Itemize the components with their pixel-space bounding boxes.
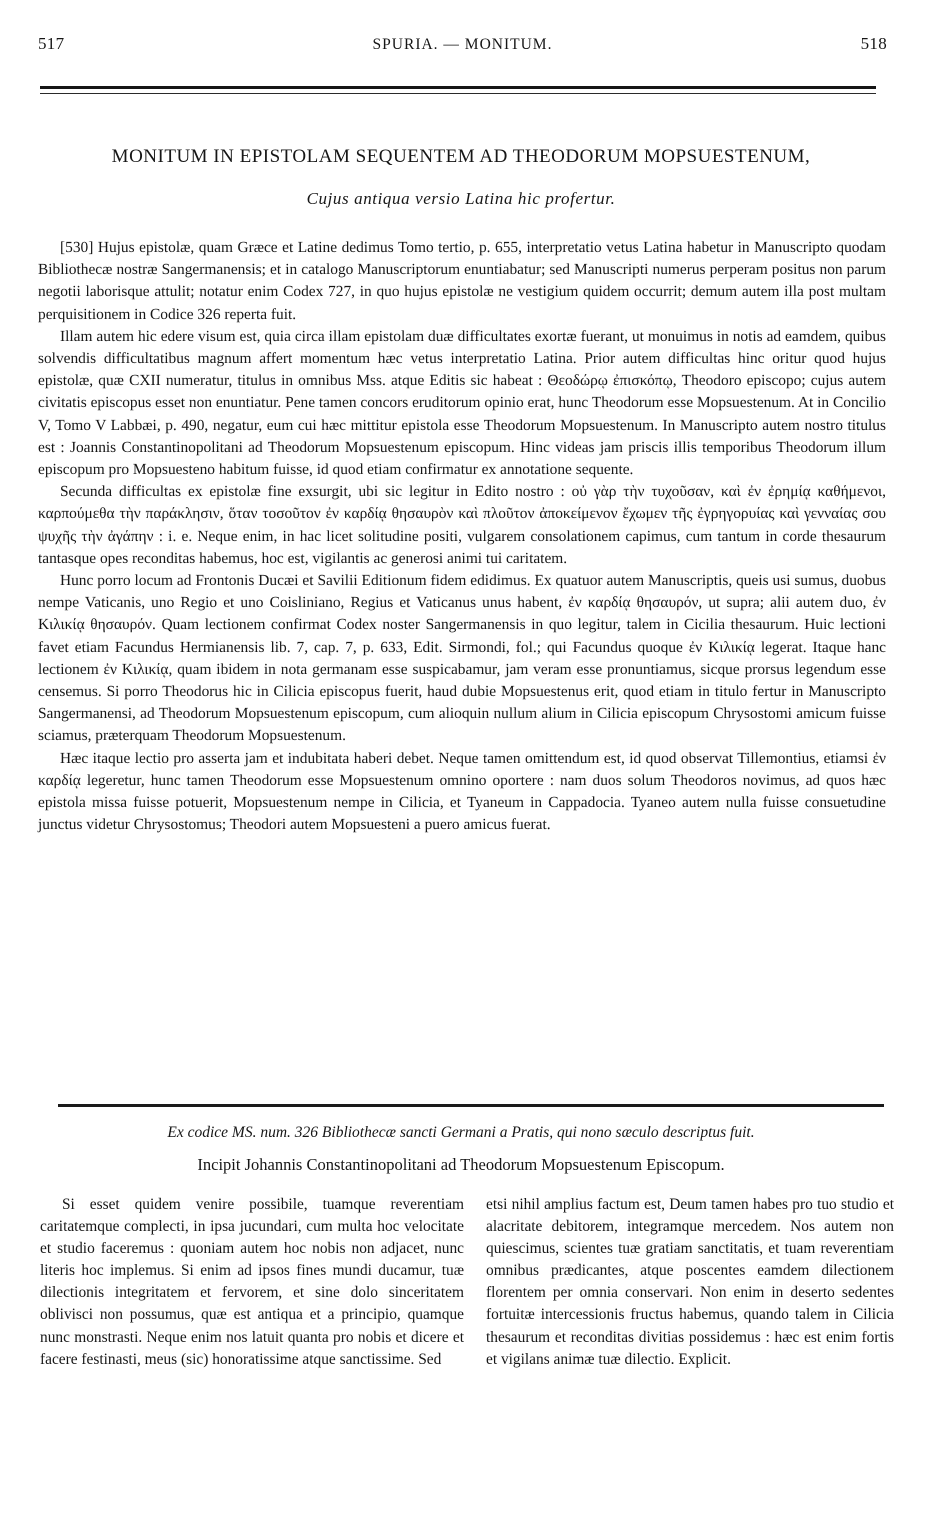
epistola-column-left: [40, 1194, 464, 1371]
monitum-subtitle: Cujus antiqua versio Latina hic profertur.: [306, 189, 616, 208]
incipit-title: Incipit Johannis Constantinopolitani ad Theodorum Mopsuestenum Episcopum.: [197, 1155, 725, 1174]
header-rule-thin: [40, 93, 876, 94]
monitum-paragraph: Hunc porro locum ad Frontonis Ducæi et Savilii Editionum fidem edidimus. Ex quatuor autem Manuscriptis, queis usi sumus, duobus nempe Vaticanis, uno Regio et uno Coisliniano, Regius et Vaticanus unus habent, ἐν καρδίᾳ θησαυρόν, ut supra; alii autem duo, ἐν Κιλικίᾳ θησαυρόν. Quam lectionem confirmat Codex noster Sangermanensis in quo legitur, talem in Cicilia thesaurum. Huic lectioni favet etiam Facundus Hermianensis lib. 7, cap. 7, p. 633, Edit. Sirmondi, fol.; qui Facundus quoque ἐν Κιλικίᾳ legerat. Itaque hanc lectionem ἐν Κιλικίᾳ, quam ibidem in nota germanam esse suspicabamur, jam veram esse pronuntiamus, sicque prorsus legendum esse censemus. Si porro Theodorus hic in Cilicia episcopus fuerit, haud dubie Mopsuestenus erit, quod etiam in titulo fertur in Manuscripto Sangermanensi, ad Theodorum Mopsuestenum episcopum, cum alioquin nullum alium in Cilicia episcopum Chrysostomi amicum fuisse sciamus, præterquam Theodorum Mopsuestenum.: [38, 572, 886, 745]
monitum-paragraph: [530] Hujus epistolæ, quam Græce et Latine dedimus Tomo tertio, p. 655, interpretatio vetus Latina habetur in Manuscripto quodam Bibliothecæ nostræ Sangermanensis; et in catalogo Manuscriptorum enuntiabatur; sed Manuscripti numerus perperam positus non parum negotii laborisque attulit; notatur enim Codex 727, in quo hujus epistolæ ne vestigium quidem occurrit; demum autem illa post multam perquisitionem in Codice 326 reperta fuit.: [38, 239, 886, 323]
page-number-left: 517: [38, 34, 65, 53]
source-note: Ex codice MS. num. 326 Bibliothecæ sancti Germani a Pratis, qui nono sæculo descriptus fuit.: [167, 1124, 755, 1141]
header-rule-thick: [40, 86, 876, 89]
monitum-paragraph: Illam autem hic edere visum est, quia circa illam epistolam duæ difficultates exortæ fuerant, ut monuimus in notis ad eamdem, quibus solvendis difficultatibus magnum affert momentum hæc vetus interpretatio Latina. Prior autem difficultas hinc oritur quod hujus epistolæ, quæ CXII numeratur, titulus in omnibus Mss. atque Editis sic habeat : Θεοδώρῳ ἐπισκόπῳ, Theodoro episcopo; cujus autem civitatis episcopus esset non enuntiatur. Pene tamen concors eruditorum opinio erat, hunc Theodorum esse Mopsuestenum. At in Concilio V, Tomo V Labbæi, p. 490, negatur, eum cui hæc mittitur epistola esse Theodorum Mopsuestenum. In Manuscripto autem nostro titulus est : Joannis Constantinopolitani ad Theodorum Mopsuestenum episcopum. Hinc videas jam priscis illis temporibus Theodorum illum episcopum pro Mopsuesteno habitum fuisse, id quod etiam confirmatur ex annotatione sequente.: [38, 327, 886, 479]
running-head: [38, 34, 887, 58]
running-title: SPURIA. — MONITUM.: [372, 36, 553, 53]
monitum-title: MONITUM IN EPISTOLAM SEQUENTEM AD THEODORUM MOPSUESTENUM,: [111, 146, 811, 167]
epistola-text-left: Si esset quidem venire possibile, tuamque reverentiam caritatemque complecti, in ipsa jucundari, cum multa hoc velocitate et studio faceremus : quoniam autem hoc nobis non adjacet, nunc literis hoc implemus. Si enim ad ipsos fines mundi ducamur, tuæ dilectionis integritatem et fervorem, et sine dolo sinceritatem oblivisci non possumus, quæ est antiqua et a principio, quamque nunc monstrasti. Neque enim nos latuit quanta pro nobis et dicere et facere festinasti, meus (sic) honoratissime atque sanctissime. Sed: [40, 1196, 464, 1368]
section-divider-rule: [58, 1104, 884, 1107]
monitum-body: [38, 237, 886, 836]
epistola-text-right: etsi nihil amplius factum est, Deum tamen habes pro tuo studio et alacritate debitorem, integramque mercedem. Nos autem non quiescimus, scientes tuæ gratiam sanctitatis, et tuam reverentiam omnibus prædicantes, atque poscentes eamdem dilectionem florentem per omnia conservari. Non enim in deserto sedentes fortuitæ intercessionis fructus habemus, quando talem in Cilicia thesaurum et reconditas divitias possidemus : hæc est enim fortis et vigilans animæ tuæ dilectio. Explicit.: [486, 1196, 894, 1368]
monitum-paragraph: Hæc itaque lectio pro asserta jam et indubitata haberi debet. Neque tamen omittendum est, id quod observat Tillemontius, etiamsi ἐν καρδίᾳ legeretur, hunc tamen Theodorum esse Mopsuestenum omnino oportere : nam duos solum Theodoros novimus, ad quos hæc epistola missa fuisse potuerit, Mopsuestenum nempe in Cilicia, et Tyaneum in Cappadocia. Tyaneo autem nulla fuisse consuetudine junctus videtur Chrysostomus; Theodori autem Mopsuesteni a puero amicus fuerat.: [38, 749, 886, 834]
monitum-paragraph: Secunda difficultas ex epistolæ fine exsurgit, ubi sic legitur in Edito nostro : οὐ γὰρ τὴν τυχοῦσαν, καὶ ἐν ἐρημίᾳ καθήμενοι, καρπούμεθα τὴν παράκλησιν, ὅταν τοσοῦτον ἐν καρδίᾳ θησαυρὸν καὶ πλοῦτον ἀποκείμενον ἔχωμεν τῆς ἐγρηγορυίας καὶ γενναίας σου ψυχῆς τὴν ἀγάπην : i. e. Neque enim, in hac licet solitudine positi, vulgarem consolationem capimus, cum tantum in corde thesaurum tantasque opes reconditas habemus, hoc est, vigilantis ac generosi animi tui caritatem.: [38, 483, 886, 567]
page-number-right: 518: [860, 34, 887, 53]
epistola-column-right: [486, 1194, 894, 1371]
